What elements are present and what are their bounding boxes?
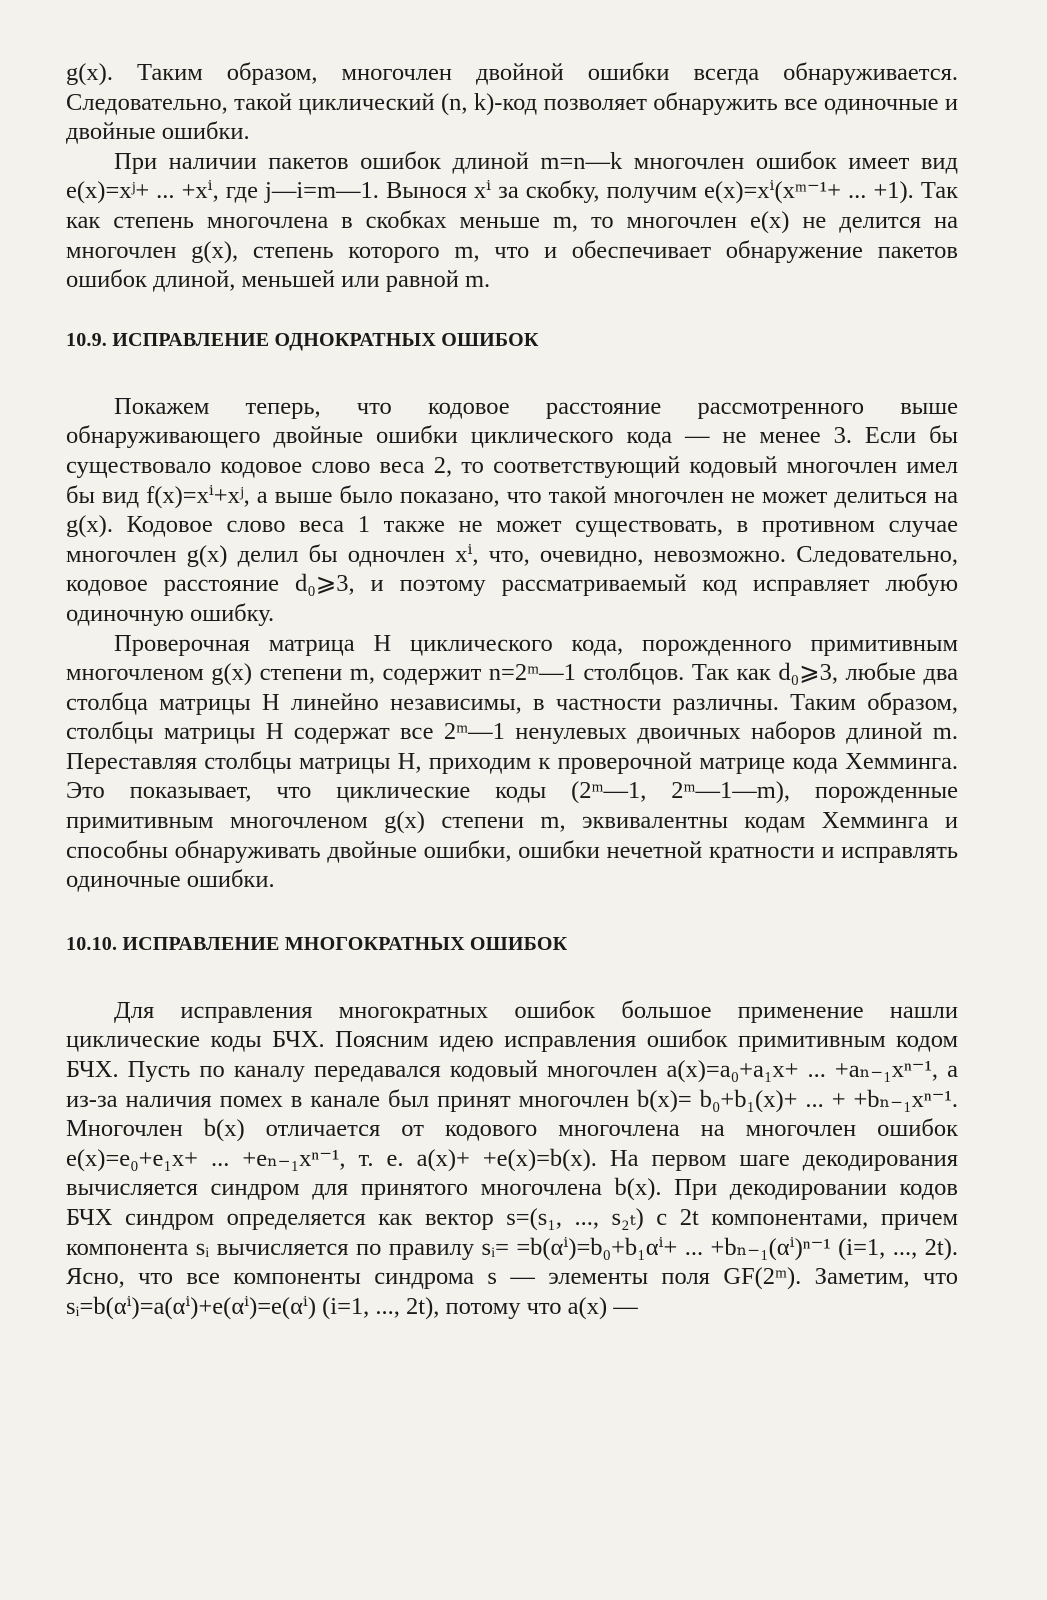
paragraph-error-detection-end: g(x). Таким образом, многочлен двойной ошибки всегда обнаруживается. Следовательно, такой циклический (n, k)-код позволяет обнаружить все одиночные и двойные ошибки. <box>66 59 958 146</box>
paragraph-code-distance: Покажем теперь, что кодовое расстояние рассмотренного выше обнаруживающего двойные ошибки циклического кода — не менее 3. Если бы существовало кодовое слово веса 2, то соответствующий кодовый многочлен имел бы вид f(x)=xⁱ+xʲ, а выше было показано, что такой многочлен не может делиться на g(x). Кодовое слово веса 1 также не может существовать, в противном случае многочлен g(x) делил бы одночлен xⁱ, что, очевидно, невозможно. Следовательно, кодовое расстояние d₀⩾3, и поэтому рассматриваемый код исправляет любую одиночную ошибку. <box>66 392 958 627</box>
document-page <box>66 58 958 1321</box>
paragraph-burst-errors: При наличии пакетов ошибок длиной m=n—k многочлен ошибок имеет вид e(x)=xʲ+ ... +xⁱ, где j—i=m—1. Вынося xⁱ за скобку, получим e(x)=xⁱ(xᵐ⁻¹+ ... +1). Так как степень многочлена в скобках меньше m, то многочлен e(x) не делится на многочлен g(x), степень которого m, что и обеспечивает обнаружение пакетов ошибок длиной, меньшей или равной m. <box>66 147 958 294</box>
paragraph-check-matrix: Проверочная матрица H циклического кода, порожденного примитивным многочленом g(x) степени m, содержит n=2ᵐ—1 столбцов. Так как d₀⩾3, любые два столбца матрицы H линейно независимы, в частности различны. Таким образом, столбцы матрицы H содержат все 2ᵐ—1 ненулевых двоичных наборов длиной m. Переставляя столбцы матрицы H, приходим к проверочной матрице кода Хемминга. Это показывает, что циклические коды (2ᵐ—1, 2ᵐ—1—m), порожденные примитивным многочленом g(x) степени m, эквивалентны кодам Хемминга и способны обнаруживать двойные ошибки, ошибки нечетной кратности и исправлять одиночные ошибки. <box>66 629 958 894</box>
paragraph-bch-codes: Для исправления многократных ошибок большое применение нашли циклические коды БЧХ. Поясним идею исправления ошибок примитивным кодом БЧХ. Пусть по каналу передавался кодовый многочлен a(x)=a₀+a₁x+ ... +aₙ₋₁xⁿ⁻¹, а из-за наличия помех в канале был принят многочлен b(x)= b₀+b₁(x)+ ... + +bₙ₋₁xⁿ⁻¹. Многочлен b(x) отличается от кодового многочлена на многочлен ошибок e(x)=e₀+e₁x+ ... +eₙ₋₁xⁿ⁻¹, т. е. a(x)+ +e(x)=b(x). На первом шаге декодирования вычисляется синдром для принятого многочлена b(x). При декодировании кодов БЧХ синдром определяется как вектор s=(s₁, ..., s₂ₜ) с 2t компонентами, причем компонента sᵢ вычисляется по правилу sᵢ= =b(αⁱ)=b₀+b₁αⁱ+ ... +bₙ₋₁(αⁱ)ⁿ⁻¹ (i=1, ..., 2t). Ясно, что все компоненты синдрома s — элементы поля GF(2ᵐ). Заметим, что sᵢ=b(αⁱ)=a(αⁱ)+e(αⁱ)=e(αⁱ) (i=1, ..., 2t), потому что a(x) — <box>66 996 958 1320</box>
section-heading-single-error-correction: 10.9. ИСПРАВЛЕНИЕ ОДНОКРАТНЫХ ОШИБОК <box>66 328 539 351</box>
section-heading-multiple-error-correction: 10.10. ИСПРАВЛЕНИЕ МНОГОКРАТНЫХ ОШИБОК <box>66 932 568 955</box>
